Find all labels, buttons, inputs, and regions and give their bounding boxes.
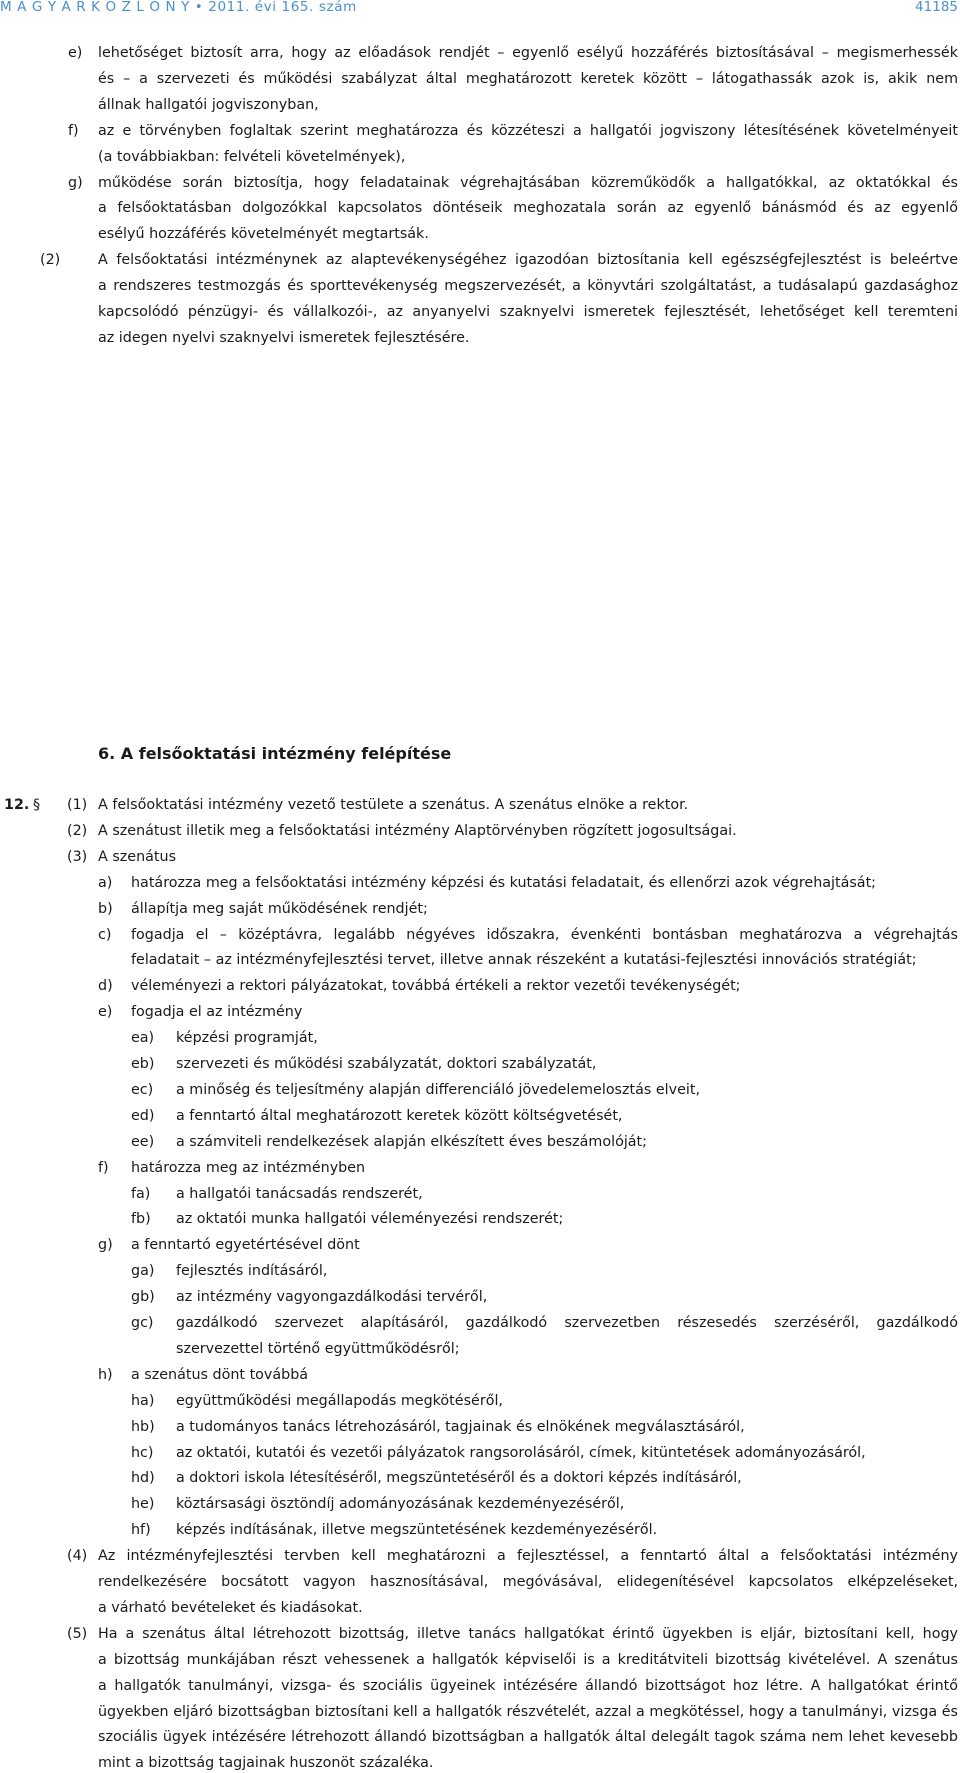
text-line: lehetőséget biztosít arra, hogy az előadások rendjét – egyenlő esélyű hozzáférés biztosításával – megismerhessék bbox=[98, 45, 958, 61]
text-line: együttműködési megállapodás megkötéséről, bbox=[176, 1392, 503, 1409]
item-marker: b) bbox=[98, 900, 113, 917]
text-line: szociális ügyek intézésére létrehozott állandó bizottságban a hallgatók által delegált tagok száma nem lehet kevesebb bbox=[98, 1729, 958, 1746]
text-line: képzési programját, bbox=[176, 1030, 318, 1047]
item-marker: hb) bbox=[131, 1418, 155, 1435]
text-line: a hallgatói tanácsadás rendszerét, bbox=[176, 1185, 423, 1202]
text-line: A szenátus bbox=[98, 848, 177, 865]
text-line: a fenntartó által meghatározott keretek között költségvetését, bbox=[176, 1107, 623, 1124]
text-line: a felsőoktatásban dolgozókkal kapcsolatos döntéseik meghozatala során az egyenlő bánásmód és az egyenlő bbox=[98, 200, 958, 217]
item-marker: e) bbox=[98, 1004, 113, 1021]
paragraph-marker: (4) bbox=[67, 1548, 88, 1565]
text-line: az intézmény vagyongazdálkodási tervéről, bbox=[176, 1289, 488, 1306]
text-line: gazdálkodó szervezet alapításáról, gazdálkodó szervezetben részesedés szerzéséről, gazdálkodó bbox=[176, 1315, 958, 1331]
paragraph-marker: (5) bbox=[67, 1625, 88, 1642]
paragraph-marker: (2) bbox=[67, 822, 88, 839]
item-marker: g) bbox=[98, 1237, 113, 1254]
text-line: az oktatói, kutatói és vezetői pályázatok rangsorolásáról, címek, kitüntetések adományozásáról, bbox=[176, 1444, 866, 1461]
item-marker: ea) bbox=[131, 1030, 155, 1047]
journal-title: M A G Y A R K Ö Z L Ö N Y • 2011. évi 165. szám bbox=[0, 0, 357, 15]
text-line: a tudományos tanács létrehozásáról, tagjainak és elnökének megválasztásáról, bbox=[176, 1418, 745, 1435]
item-marker: h) bbox=[98, 1366, 113, 1383]
item-marker: hd) bbox=[131, 1470, 155, 1487]
text-line: Az intézményfejlesztési tervben kell meghatározni a fejlesztéssel, a fenntartó által a felsőoktatási intézmény bbox=[98, 1548, 958, 1565]
text-line: a rendszeres testmozgás és sporttevékenység megszervezését, a könyvtári szolgáltatást, a tudásalapú gazdasághoz bbox=[98, 278, 958, 295]
section-heading: 6. A felsőoktatási intézmény felépítése bbox=[98, 744, 452, 763]
text-line: fogadja el az intézmény bbox=[131, 1004, 303, 1021]
text-line: határozza meg a felsőoktatási intézmény képzési és kutatási feladatait, és ellenőrzi azok végrehajtását; bbox=[131, 874, 876, 891]
text-line: a szenátus dönt továbbá bbox=[131, 1366, 309, 1383]
text-line: a számviteli rendelkezések alapján elkészített éves beszámolóját; bbox=[176, 1133, 647, 1150]
paragraph-marker: (3) bbox=[67, 848, 88, 865]
item-marker: ec) bbox=[131, 1081, 154, 1098]
paragraph-marker: (1) bbox=[67, 797, 88, 813]
text-line: a várható bevételeket és kiadásokat. bbox=[98, 1599, 363, 1616]
item-marker: f) bbox=[68, 122, 79, 139]
text-line: a hallgatók tanulmányi, vizsga- és szociális ügyeinek intézésére állandó bizottságot hoz létre. A hallgatókat érintő bbox=[98, 1677, 958, 1694]
item-marker: he) bbox=[131, 1496, 155, 1513]
text-line: kapcsolódó pénzügyi- és vállalkozói-, az anyanyelvi szaknyelvi ismeretek fejlesztését, lehetőséget kell teremteni bbox=[98, 304, 958, 320]
section-number: 12. bbox=[4, 797, 30, 813]
text-line: ügyekben eljáró bizottságban biztosítani kell a hallgatók részvételét, azzal a megkötéssel, hogy a tanulmányi, vizsga és bbox=[98, 1703, 958, 1720]
text-line: az oktatói munka hallgatói véleményezési rendszerét; bbox=[176, 1211, 564, 1228]
text-line: a doktori iskola létesítéséről, megszüntetéséről és a doktori képzés indításáról, bbox=[176, 1470, 742, 1487]
text-line: mint a bizottság tagjainak huszonöt százaléka. bbox=[98, 1755, 434, 1772]
item-marker: ee) bbox=[131, 1133, 155, 1150]
text-line: véleményezi a rektori pályázatokat, továbbá értékeli a rektor vezetői tevékenységét; bbox=[131, 978, 741, 995]
item-marker: eb) bbox=[131, 1056, 155, 1072]
item-marker: ga) bbox=[131, 1263, 155, 1280]
text-line: a bizottság munkájában részt vehessenek a hallgatók képviselői is a kreditátviteli bizottság kivételével. A szenátus bbox=[98, 1651, 958, 1668]
text-line: A felsőoktatási intézmény vezető testülete a szenátus. A szenátus elnöke a rektor. bbox=[98, 797, 689, 813]
text-line: állapítja meg saját működésének rendjét; bbox=[131, 900, 428, 917]
text-line: fejlesztés indításáról, bbox=[176, 1263, 328, 1280]
item-marker: a) bbox=[98, 874, 113, 891]
item-marker: c) bbox=[98, 926, 112, 943]
page-number: 41185 bbox=[915, 0, 958, 15]
item-marker: f) bbox=[98, 1159, 109, 1176]
text-line: (a továbbiakban: felvételi követelmények), bbox=[98, 148, 406, 165]
text-line: a minőség és teljesítmény alapján differenciáló jövedelemelosztás elveit, bbox=[176, 1081, 701, 1098]
item-marker: hc) bbox=[131, 1444, 154, 1461]
page-header bbox=[0, 0, 960, 20]
item-marker: fb) bbox=[131, 1211, 151, 1228]
item-marker: hf) bbox=[131, 1522, 151, 1539]
text-line: fogadja el – középtávra, legalább négyéves időszakra, évenkénti bontásban meghatározva a végrehajtás bbox=[131, 926, 958, 943]
text-line: feladatait – az intézményfejlesztési tervet, illetve annak részeként a kutatási-fejlesztési innovációs stratégiát; bbox=[131, 952, 917, 969]
text-line: az e törvényben foglaltak szerint meghatározza és közzéteszi a hallgatói jogviszony létesítésének követelményeit bbox=[98, 122, 958, 139]
item-marker: ha) bbox=[131, 1392, 155, 1409]
text-line: a fenntartó egyetértésével dönt bbox=[131, 1237, 360, 1254]
text-line: az idegen nyelvi szaknyelvi ismeretek fejlesztésére. bbox=[98, 329, 470, 346]
item-marker: g) bbox=[68, 174, 83, 191]
text-line: A felsőoktatási intézménynek az alaptevékenységéhez igazodóan biztosítania kell egészségfejlesztést is beleértve bbox=[98, 252, 958, 269]
text-line: határozza meg az intézményben bbox=[131, 1159, 366, 1176]
text-line: szervezeti és működési szabályzatát, doktori szabályzatát, bbox=[176, 1056, 597, 1072]
text-line: működése során biztosítja, hogy feladatainak végrehajtásában közreműködők a hallgatókkal, az oktatókkal és bbox=[98, 174, 958, 191]
text-line: állnak hallgatói jogviszonyban, bbox=[98, 96, 319, 113]
text-line: és – a szervezeti és működési szabályzat által meghatározott keretek között – látogathassák azok is, akik nem bbox=[98, 70, 958, 87]
text-line: képzés indításának, illetve megszüntetésének kezdeményezéséről. bbox=[176, 1522, 658, 1539]
section-sign: § bbox=[33, 797, 41, 813]
text-line: Ha a szenátus által létrehozott bizottság, illetve tanács hallgatókat érintő ügyekben is eljár, biztosítani kell, hogy bbox=[98, 1625, 958, 1642]
item-marker: e) bbox=[68, 45, 83, 61]
item-marker: ed) bbox=[131, 1107, 155, 1124]
text-line: A szenátust illetik meg a felsőoktatási intézmény Alaptörvényben rögzített jogosultságai. bbox=[98, 822, 737, 839]
item-marker: d) bbox=[98, 978, 113, 995]
text-line: szervezettel történő együttműködésről; bbox=[176, 1340, 460, 1357]
text-line: rendelkezésére bocsátott vagyon hasznosításával, megóvásával, elidegenítésével kapcsolatos elképzeléseket, bbox=[98, 1574, 958, 1590]
item-marker: gc) bbox=[131, 1315, 154, 1331]
item-marker: gb) bbox=[131, 1289, 155, 1306]
item-marker: fa) bbox=[131, 1185, 151, 1202]
text-line: esélyű hozzáférés követelményét megtartsák. bbox=[98, 226, 429, 243]
paragraph-marker: (2) bbox=[40, 252, 61, 269]
text-line: köztársasági ösztöndíj adományozásának kezdeményezéséről, bbox=[176, 1496, 625, 1513]
